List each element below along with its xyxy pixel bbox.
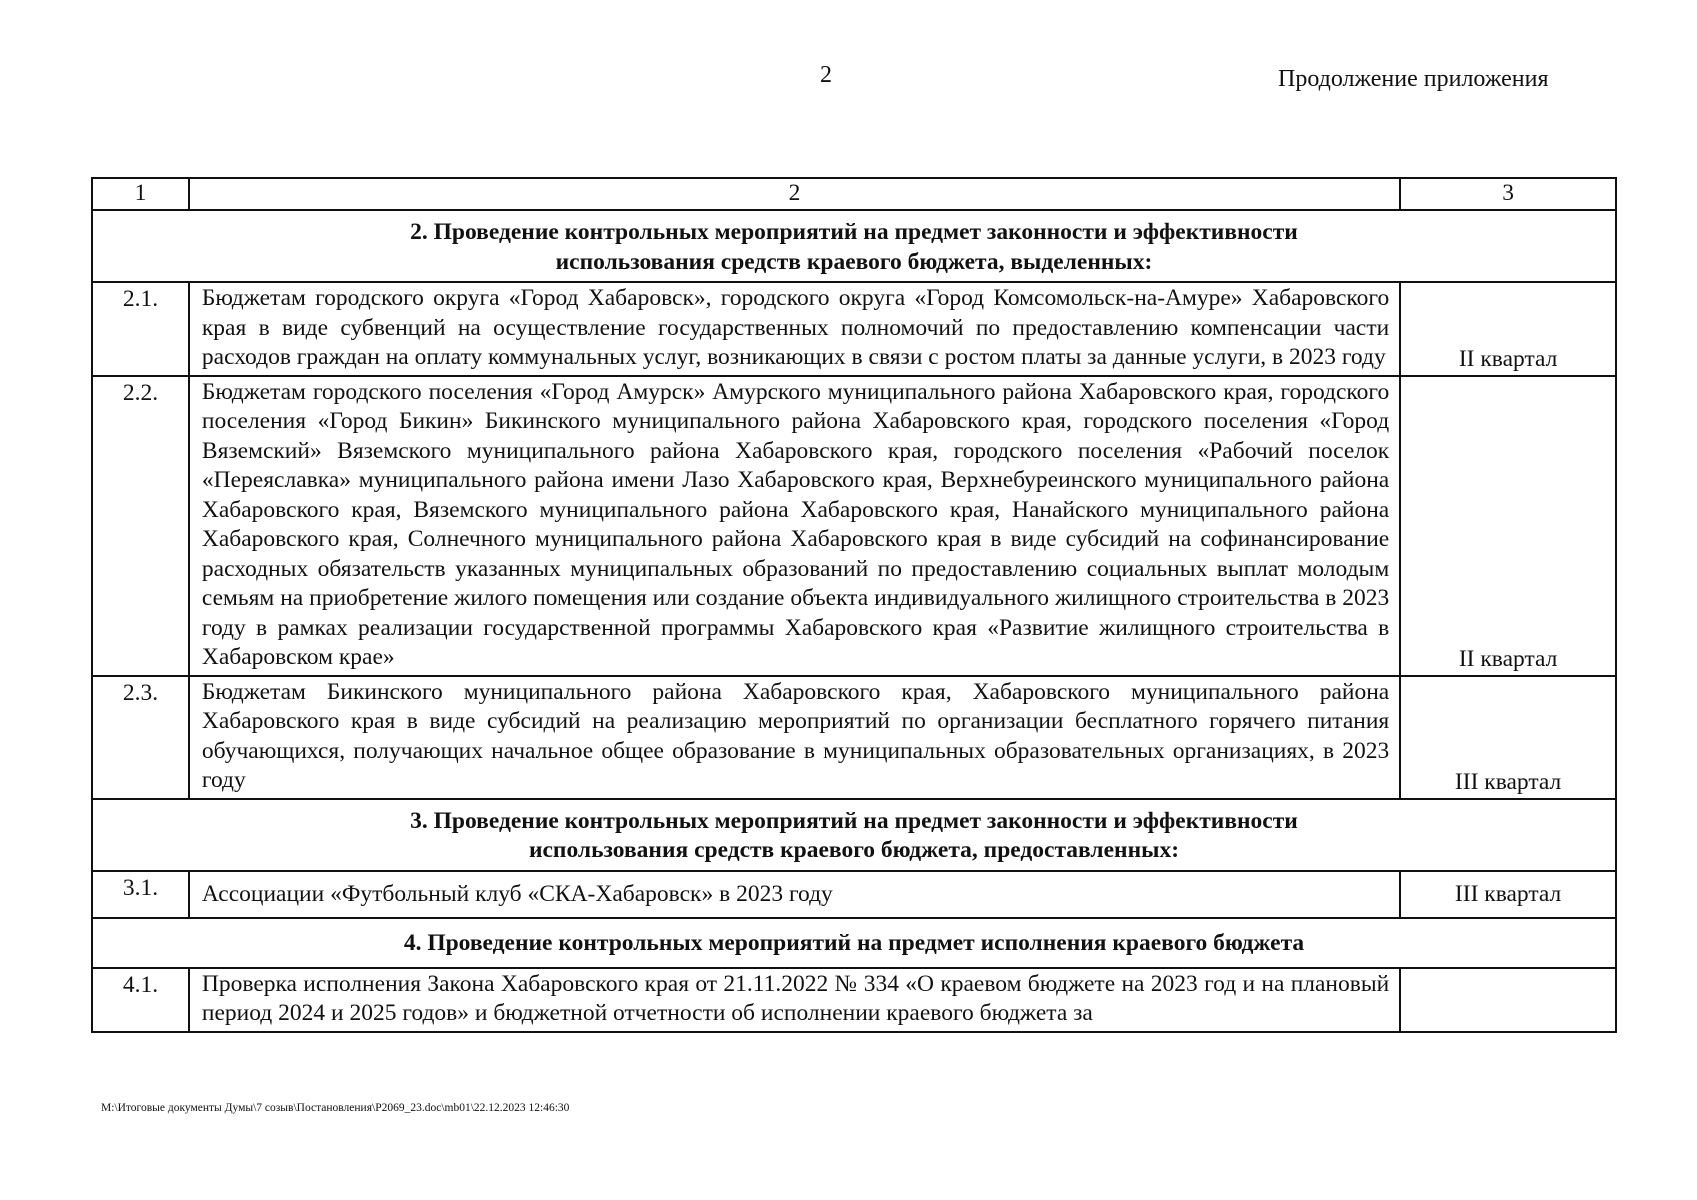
section-2-title-line2: использования средств краевого бюджета, выделенных: [555,248,1153,275]
section-4-heading: 4. Проведение контрольных мероприятий на предмет исполнения краевого бюджета [92,918,1616,968]
column-number-3: 3 [1400,178,1616,210]
item-number: 2.3. [92,676,189,799]
item-period: II квартал [1400,282,1616,376]
section-3-heading [92,799,1616,871]
item-period [1400,968,1616,1032]
section-4-heading-row [92,918,1616,968]
section-3-heading-row [92,799,1616,871]
item-number: 2.2. [92,376,189,676]
plan-table [91,177,1617,1033]
section-3-title-line1: 3. Проведение контрольных мероприятий на предмет законности и эффективности [410,807,1298,834]
item-text: Проверка исполнения Закона Хабаровского края от 21.11.2022 № 334 «О краевом бюджете на 2023 год и на плановый период 2024 и 2025 годов» и бюджетной отчетности об исполнении краевого бюджета за [189,968,1400,1032]
column-numbers-row [92,178,1616,210]
section-2-heading [92,210,1616,282]
table-row [92,376,1616,676]
table-row [92,282,1616,376]
page-number: 2 [820,62,832,88]
item-number: 2.1. [92,282,189,376]
item-number: 4.1. [92,968,189,1032]
item-text: Бюджетам городского округа «Город Хабаровск», городского округа «Город Комсомольск-на-Амуре» Хабаровского края в виде субвенций на осуществление государственных полномочий по предоставлению компенсации части расходов граждан на оплату коммунальных услуг, возникающих в связи с ростом платы за данные услуги, в 2023 году [189,282,1400,376]
item-text: Бюджетам Бикинского муниципального района Хабаровского края, Хабаровского муниципального района Хабаровского края в виде субсидий на реализацию мероприятий по организации бесплатного горячего питания обучающихся, получающих начальное общее образование в муниципальных образовательных организациях, в 2023 году [189,676,1400,799]
item-number: 3.1. [92,871,189,919]
item-period: III квартал [1400,871,1616,919]
item-text: Ассоциации «Футбольный клуб «СКА-Хабаровск» в 2023 году [189,871,1400,919]
file-path-footer: M:\Итоговые документы Думы\7 созыв\Постановления\P2069_23.doc\mb01\22.12.2023 12:46:30 [101,1102,570,1114]
column-number-2: 2 [189,178,1400,210]
column-number-1: 1 [92,178,189,210]
item-text: Бюджетам городского поселения «Город Амурск» Амурского муниципального района Хабаровского края, городского поселения «Город Бикин» Бикинского муниципального района Хабаровского края, городского поселения «Город Вяземский» Вяземского муниципального района Хабаровского края, городского поселения «Рабочий поселок «Переяславка» муниципального района имени Лазо Хабаровского края, Верхнебуреинского муниципального района Хабаровского края, Вяземского муниципального района Хабаровского края, Нанайского муниципального района Хабаровского края, Солнечного муниципального района Хабаровского края в виде субсидий на софинансирование расходных обязательств указанных муниципальных образований по предоставлению социальных выплат молодым семьям на приобретение жилого помещения или создание объекта индивидуального жилищного строительства в 2023 году в рамках реализации государственной программы Хабаровского края «Развитие жилищного строительства в Хабаровском крае» [189,376,1400,676]
item-period: III квартал [1400,676,1616,799]
section-2-title-line1: 2. Проведение контрольных мероприятий на предмет законности и эффективности [410,219,1298,245]
section-3-title-line2: использования средств краевого бюджета, предоставленных: [528,837,1180,863]
continuation-label: Продолжение приложения [1278,66,1549,92]
table-row [92,968,1616,1032]
section-2-heading-row [92,210,1616,282]
table-row [92,676,1616,799]
item-period: II квартал [1400,376,1616,676]
table-row [92,871,1616,919]
